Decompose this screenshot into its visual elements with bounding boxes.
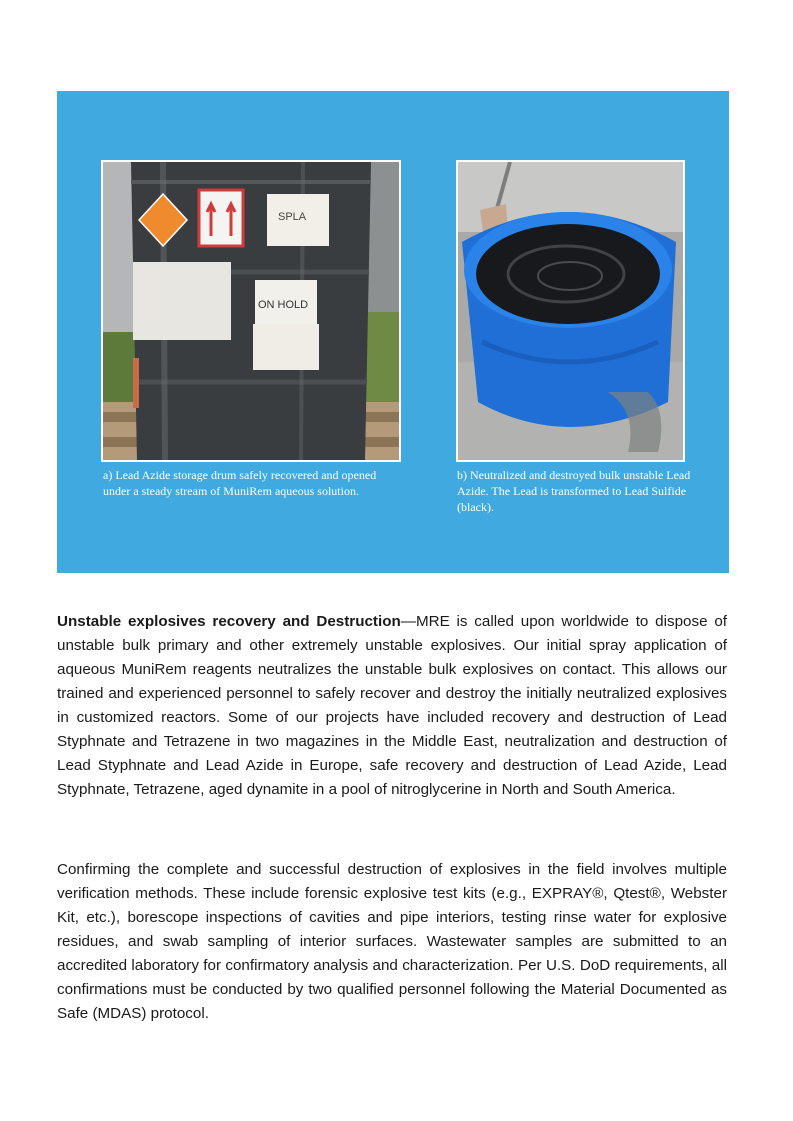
neutralized-drum-photo <box>456 160 685 462</box>
paragraph-body-1: —MRE is called upon worldwide to dispose of unstable bulk primary and other extremely unstable explosives. Our initial spray application of aqueous MuniRem reagents neutralizes the unstable bulk explosives on contact. This allows our trained and experienced personnel to safely recover and destroy the initially neutralized explosives in customized reactors. Some of our projects have included recovery and destruction of Lead Styphnate and Tetrazene in two magazines in the Middle East, neutralization and destruction of Lead Styphnate and Lead Azide in Europe, safe recovery and destruction of Lead Azide, Lead Styphnate, Tetrazene, aged dynamite in a pool of nitroglycerine in North and South America. <box>57 613 728 798</box>
paragraph-unstable-explosives <box>57 610 727 802</box>
svg-text:ON HOLD: ON HOLD <box>258 299 309 311</box>
paragraph-confirmation: Confirming the complete and successful destruction of explosives in the field involves multiple verification methods. These include forensic explosive test kits (e.g., EXPRAY®, Qtest®, Webster Kit, etc.), borescope inspections of cavities and pipe interiors, testing rinse water for explosive residues, and swab sampling of interior surfaces. Wastewater samples are submitted to an accredited laboratory for confirmatory analysis and characterization. Per U.S. DoD requirements, all confirmations must be conducted by two qualified personnel following the Material Documented as Safe (MDAS) protocol. <box>57 861 727 1022</box>
drum-photo-illustration <box>103 162 399 460</box>
figure-panel <box>57 91 729 573</box>
caption-a: a) Lead Azide storage drum safely recovered and opened under a steady stream of MuniRem aqueous solution. <box>103 468 377 498</box>
lead-azide-drum-photo <box>101 160 401 462</box>
caption-b: b) Neutralized and destroyed bulk unstable Lead Azide. The Lead is transformed to Lead Sulfide (black). <box>457 468 691 514</box>
neutralized-drum-illustration <box>458 162 683 460</box>
svg-text:SPLA: SPLA <box>278 211 307 223</box>
paragraph-lead-heading: Unstable explosives recovery and Destruction <box>57 613 401 630</box>
